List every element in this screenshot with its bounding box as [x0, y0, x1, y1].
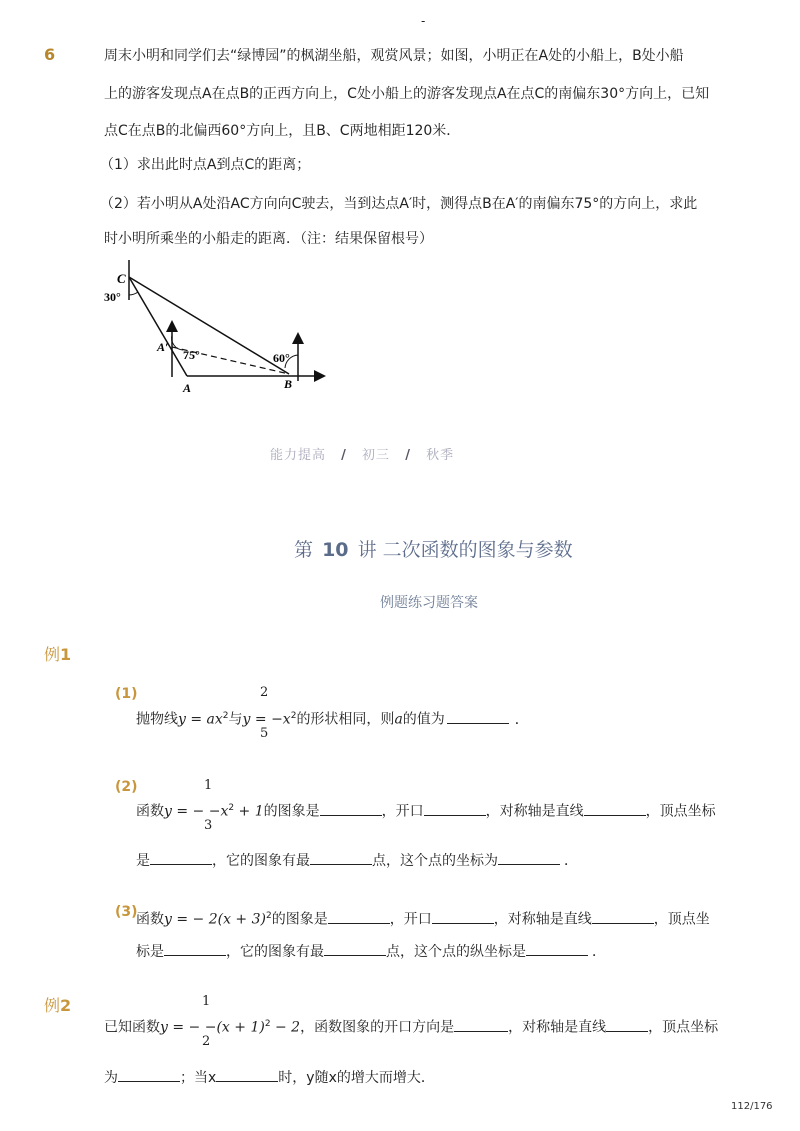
answer-blank[interactable] — [498, 850, 560, 865]
math-fragment: y = − 2(x + 3) — [164, 911, 266, 928]
superscript: 2 — [264, 1019, 271, 1029]
text-fragment: ，函数图象的开口方向是 — [300, 1019, 455, 1036]
example-label-number: 2 — [60, 996, 72, 1015]
text-fragment: 时，y随x的增大而增大． — [278, 1070, 435, 1086]
text-fragment: ． — [564, 853, 578, 869]
math-fragment: a — [394, 711, 403, 728]
superscript: 2 — [228, 803, 235, 813]
text-fragment: ，它的图象有最 — [226, 944, 324, 960]
answer-blank[interactable] — [592, 909, 654, 924]
label-a: A — [183, 381, 192, 395]
text-fragment: ，顶点坐 — [653, 911, 710, 928]
question-line-3: 点C在点B的北偏西60°方向上，且B、C两地相距120米． — [104, 123, 461, 139]
example-2-line-2 — [104, 1067, 435, 1088]
math-fragment: + 1 — [234, 803, 264, 820]
text-fragment: 函数 — [136, 803, 164, 820]
text-fragment: ，对称轴是直线 — [508, 1019, 607, 1036]
answer-blank[interactable] — [584, 801, 646, 816]
label-angle-30: 30° — [104, 290, 121, 304]
text-fragment: ，开口 — [381, 803, 424, 820]
question-number: 6 — [44, 45, 56, 64]
text-fragment: 的图象是 — [271, 911, 328, 928]
label-c: C — [117, 271, 126, 286]
text-fragment: ，对称轴是直线 — [485, 803, 584, 820]
example-1-part-2-line-1 — [136, 798, 716, 822]
example-1-part-1-text — [136, 706, 529, 730]
answer-blank[interactable] — [447, 709, 509, 724]
text-fragment: ，它的图象有最 — [212, 853, 310, 869]
fraction-numerator: 2 — [260, 685, 269, 700]
part-1-number: (1) — [115, 686, 138, 702]
text-fragment: ，顶点坐标 — [645, 803, 716, 820]
example-1-part-2-line-2 — [136, 850, 578, 871]
text-fragment: ，顶点坐标 — [648, 1019, 719, 1036]
label-aprime: A′ — [157, 340, 169, 354]
answer-blank[interactable] — [118, 1067, 180, 1082]
question-line-2: 上的游客发现点A在点B的正西方向上，C处小船上的游客发现点A在点C的南偏东30°方向上，已知 — [104, 86, 710, 102]
example-label-prefix: 例 — [44, 996, 61, 1015]
text-fragment: ，开口 — [389, 911, 432, 928]
header-separator: / — [405, 448, 411, 463]
example-1-part-3-line-1 — [136, 906, 710, 930]
math-fragment: − 2 — [270, 1019, 301, 1036]
text-fragment: 的形状相同，则 — [296, 711, 395, 728]
question-part-1: （1）求出此时点A到点C的距离； — [100, 157, 311, 173]
part-3-number: (3) — [115, 904, 138, 920]
geometry-figure — [95, 255, 335, 400]
text-fragment: 点，这个点的纵坐标是 — [386, 944, 526, 960]
subtitle: 例题练习题答案 — [380, 595, 478, 611]
text-fragment: 点，这个点的坐标为 — [372, 853, 498, 869]
text-fragment: 已知函数 — [104, 1019, 160, 1036]
angle-arc-30 — [129, 292, 138, 295]
answer-blank[interactable] — [150, 850, 212, 865]
section-header — [270, 444, 454, 463]
answer-blank[interactable] — [328, 909, 390, 924]
page-number: 112/176 — [731, 1101, 773, 1112]
header-part-3: 秋季 — [426, 448, 455, 463]
lecture-title-prefix: 第 — [294, 539, 314, 561]
header-separator: / — [341, 448, 347, 463]
answer-blank[interactable] — [164, 941, 226, 956]
example-2-label — [44, 993, 71, 1016]
example-1-part-3-line-2 — [136, 941, 606, 962]
text-fragment: 的图象是 — [263, 803, 320, 820]
text-fragment: ；当x — [180, 1070, 217, 1086]
header-part-2: 初三 — [362, 448, 391, 463]
text-fragment: 函数 — [136, 911, 164, 928]
superscript: 2 — [222, 711, 229, 721]
superscript: 2 — [266, 911, 272, 921]
fraction-denominator: 5 — [260, 726, 269, 741]
example-label-prefix: 例 — [44, 645, 61, 664]
example-label-number: 1 — [60, 645, 72, 664]
example-1-label — [44, 642, 71, 665]
text-fragment: ，对称轴是直线 — [493, 911, 592, 928]
question-line-1: 周末小明和同学们去“绿博园”的枫湖坐船，观赏风景；如图，小明正在A处的小船上，B处小船 — [104, 48, 684, 64]
math-fragment: y = − −(x + 1) — [160, 1019, 265, 1036]
text-fragment: ． — [514, 711, 529, 728]
answer-blank[interactable] — [526, 941, 588, 956]
label-angle-75: 75° — [183, 348, 200, 362]
fraction-denominator: 3 — [204, 818, 213, 833]
superscript: 2 — [290, 711, 297, 721]
answer-blank[interactable] — [216, 1067, 278, 1082]
text-fragment: ． — [592, 944, 606, 960]
question-part-2-line-1: （2）若小明从A处沿AC方向向C驶去，当到达点A′时，测得点B在A′的南偏东75°的方向上，求此 — [100, 196, 698, 212]
fraction-numerator: 1 — [202, 994, 211, 1009]
math-fragment: y = − −x — [164, 803, 229, 820]
label-b: B — [284, 377, 293, 391]
part-2-number: (2) — [115, 779, 138, 795]
answer-blank[interactable] — [310, 850, 372, 865]
answer-blank[interactable] — [424, 801, 486, 816]
answer-blank[interactable] — [324, 941, 386, 956]
text-fragment: 为 — [104, 1070, 118, 1086]
label-angle-60: 60° — [273, 351, 290, 365]
segment-cb — [129, 277, 289, 374]
lecture-title-suffix: 讲 二次函数的图象与参数 — [357, 539, 573, 561]
example-2-line-1 — [104, 1014, 718, 1038]
answer-blank[interactable] — [432, 909, 494, 924]
question-part-2-line-2: 时小明所乘坐的小船走的距离．（注：结果保留根号） — [104, 231, 433, 247]
text-fragment: 的值为 — [402, 711, 445, 728]
answer-blank[interactable] — [320, 801, 382, 816]
text-fragment: 与 — [228, 711, 243, 728]
fraction-denominator: 2 — [202, 1034, 211, 1049]
answer-blank[interactable] — [606, 1017, 648, 1032]
math-fragment: y = ax — [178, 711, 223, 728]
text-fragment: 是 — [136, 853, 150, 869]
text-fragment: 标是 — [136, 944, 164, 960]
lecture-title — [294, 535, 573, 562]
fraction-numerator: 1 — [204, 778, 213, 793]
header-part-1: 能力提高 — [270, 448, 327, 463]
text-fragment: 抛物线 — [136, 711, 178, 728]
math-fragment: y = −x — [242, 711, 291, 728]
top-mark: - — [421, 14, 426, 28]
lecture-number: 10 — [322, 539, 349, 561]
answer-blank[interactable] — [454, 1017, 508, 1032]
